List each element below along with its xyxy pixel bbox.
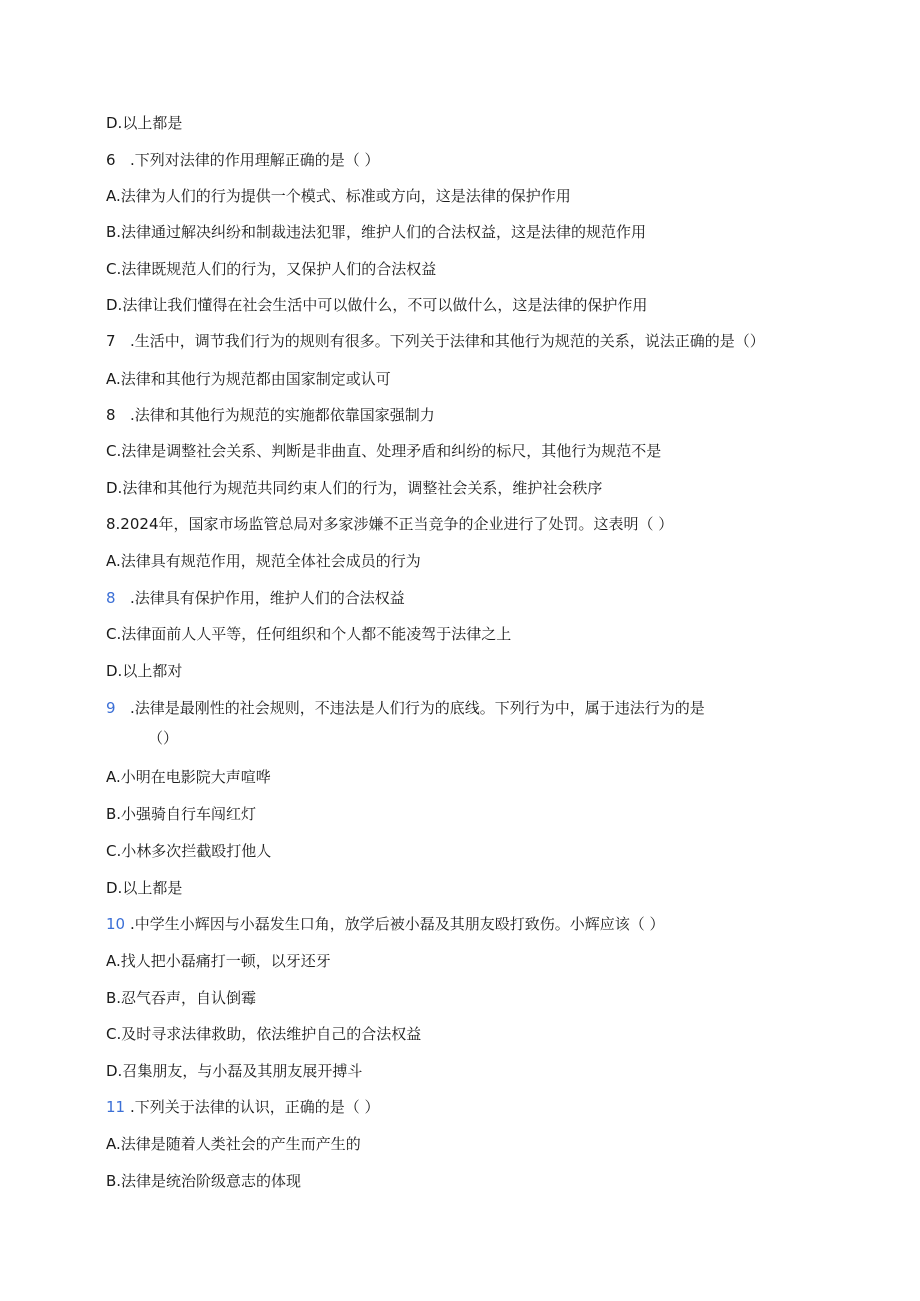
- line-text: A.法律为人们的行为提供一个模式、标准或方向，这是法律的保护作用: [106, 187, 571, 205]
- option-line: [106, 259, 436, 279]
- question-stem: [106, 331, 765, 351]
- question-number: 10: [106, 915, 126, 933]
- question-number: 9: [106, 699, 116, 717]
- line-text: A.法律具有规范作用，规范全体社会成员的行为: [106, 552, 421, 570]
- option-line: [106, 988, 256, 1008]
- line-text: .法律具有保护作用，维护人们的合法权益: [130, 589, 405, 607]
- option-line: [106, 1171, 301, 1191]
- line-text: .法律和其他行为规范的实施都依靠国家强制力: [130, 406, 435, 424]
- line-text: .下列关于法律的认识，正确的是（ ）: [130, 1098, 380, 1116]
- line-text: B.法律是统治阶级意志的体现: [106, 1172, 302, 1190]
- line-text: C.及时寻求法律救助，依法维护自己的合法权益: [106, 1025, 422, 1043]
- question-number: 6: [106, 151, 116, 169]
- line-text: D.召集朋友，与小磊及其朋友展开搏斗: [106, 1062, 363, 1080]
- line-text: A.找人把小磊痛打一顿，以牙还牙: [106, 952, 331, 970]
- question-stem: [106, 914, 665, 934]
- line-text: C.小林多次拦截殴打他人: [106, 842, 272, 860]
- option-line: [106, 222, 646, 242]
- option-line: [106, 295, 647, 315]
- option-line: [106, 1061, 362, 1081]
- line-text: A.法律是随着人类社会的产生而产生的: [106, 1135, 361, 1153]
- line-text: D.法律和其他行为规范共同约束人们的行为，调整社会关系，维护社会秩序: [106, 479, 603, 497]
- question-number: 8: [106, 406, 116, 424]
- option-line: [106, 369, 391, 389]
- option-line: [106, 624, 511, 644]
- line-text: B.小强骑自行车闯红灯: [106, 805, 257, 823]
- option-line: [106, 878, 182, 898]
- line-text: B.法律通过解决纠纷和制裁违法犯罪，维护人们的合法权益，这是法律的规范作用: [106, 223, 647, 241]
- option-line: [106, 951, 331, 971]
- line-text: D.以上都是: [106, 879, 183, 897]
- question-stem: [106, 588, 405, 608]
- option-line: [106, 661, 182, 681]
- line-text: .中学生小辉因与小磊发生口角，放学后被小磊及其朋友殴打致伤。小辉应该（ ）: [130, 915, 665, 933]
- line-text: D.以上都是: [106, 114, 183, 132]
- line-text: C.法律既规范人们的行为，又保护人们的合法权益: [106, 260, 437, 278]
- line-text: C.法律面前人人平等，任何组织和个人都不能凌驾于法律之上: [106, 625, 512, 643]
- line-text: D.法律让我们懂得在社会生活中可以做什么，不可以做什么，这是法律的保护作用: [106, 296, 648, 314]
- line-text: A.法律和其他行为规范都由国家制定或认可: [106, 370, 391, 388]
- line-text: .生活中，调节我们行为的规则有很多。下列关于法律和其他行为规范的关系，说法正确的是（）: [130, 332, 765, 350]
- line-text: C.法律是调整社会关系、判断是非曲直、处理矛盾和纠纷的标尺，其他行为规范不是: [106, 442, 662, 460]
- option-line: [106, 441, 661, 461]
- answer-blank: [148, 728, 178, 748]
- option-line: [106, 186, 571, 206]
- question-number: 11: [106, 1098, 126, 1116]
- line-text: 8.2024年，国家市场监管总局对多家涉嫌不正当竞争的企业进行了处罚。这表明（ ）: [106, 515, 674, 533]
- option-line: [106, 1134, 361, 1154]
- question-stem: [106, 698, 705, 718]
- line-text: A.小明在电影院大声喧哗: [106, 768, 271, 786]
- line-text: .下列对法律的作用理解正确的是（ ）: [130, 151, 380, 169]
- question-number: 7: [106, 332, 116, 350]
- question-stem: [106, 405, 435, 425]
- line-text: B.忍气吞声，自认倒霉: [106, 989, 257, 1007]
- option-line: [106, 478, 602, 498]
- line-text: （）: [148, 729, 179, 747]
- option-line: [106, 804, 256, 824]
- option-line: [106, 113, 182, 133]
- question-number: 8: [106, 589, 116, 607]
- line-text: .法律是最刚性的社会规则，不违法是人们行为的底线。下列行为中，属于违法行为的是: [130, 699, 705, 717]
- option-line: [106, 767, 271, 787]
- option-line: [106, 514, 673, 534]
- line-text: D.以上都对: [106, 662, 183, 680]
- option-line: [106, 841, 271, 861]
- option-line: [106, 1024, 421, 1044]
- question-stem: [106, 150, 380, 170]
- option-line: [106, 551, 421, 571]
- question-stem: [106, 1097, 380, 1117]
